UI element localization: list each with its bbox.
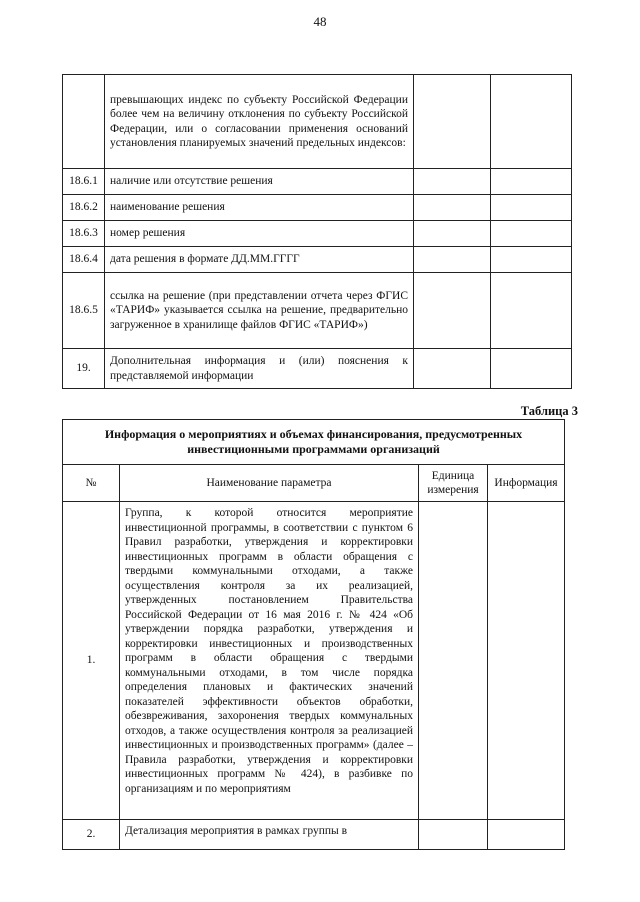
row-info-cell [488, 820, 565, 850]
row-text: Группа, к которой относится мероприятие инвестиционной программы, в соответствии с пунктом 6 Правил разработки, утверждения и корректировки инвестиционных программ в области обращения с твердыми коммунальными отходами, а также осуществления контроля за их реализацией, утвержденных постановлением Правительства Российской Федерации от 16 мая 2016 г. № 424 «Об утверждении порядка разработки, утверждения и корректировки инвестиционных и производственных программ в области обращения с твердыми коммунальными отходами, в том числе порядка определения плановых и фактических значений показателей эффективности объектов обработки, обезвреживания, захоронения твердых коммунальных отходов, а также осуществления контроля за реализацией инвестиционных и производственных программ» (далее – Правила разработки, утверждения и корректировки инвестиционных программ № 424), в разбивке по организациям и по мероприятиям [120, 502, 419, 820]
row-info-cell [491, 75, 572, 169]
row-text: наименование решения [105, 195, 414, 221]
row-unit-cell [414, 349, 491, 389]
table-title: Информация о мероприятиях и объемах финансирования, предусмотренных инвестиционными программами организаций [63, 420, 565, 465]
header-information: Информация [488, 465, 565, 502]
table-continued [62, 74, 572, 389]
row-info-cell [491, 349, 572, 389]
row-unit-cell [414, 169, 491, 195]
row-text: превышающих индекс по субъекту Российской Федерации более чем на величину отклонения по субъекту Российской Федерации, или о согласовании применения оснований установления планируемых значений предельных индексов: [105, 75, 414, 169]
row-text: Детализация мероприятия в рамках группы в [120, 820, 419, 850]
header-number: № [63, 465, 120, 502]
row-text: номер решения [105, 221, 414, 247]
table-row [63, 349, 572, 389]
table-row [63, 221, 572, 247]
row-number: 18.6.2 [63, 195, 105, 221]
row-unit-cell [414, 247, 491, 273]
row-info-cell [491, 273, 572, 349]
row-text: ссылка на решение (при представлении отчета через ФГИС «ТАРИФ» указывается ссылка на решение, предварительно загруженное в хранилище файлов ФГИС «ТАРИФ») [105, 273, 414, 349]
row-info-cell [491, 247, 572, 273]
header-unit: Единица измерения [419, 465, 488, 502]
row-text: дата решения в формате ДД.ММ.ГГГГ [105, 247, 414, 273]
row-unit-cell [419, 502, 488, 820]
table-3 [62, 419, 565, 850]
row-info-cell [488, 502, 565, 820]
row-text: Дополнительная информация и (или) пояснения к представляемой информации [105, 349, 414, 389]
table-header-row [63, 465, 565, 502]
row-unit-cell [414, 195, 491, 221]
row-number: 18.6.5 [63, 273, 105, 349]
table-title-row [63, 420, 565, 465]
table-caption: Таблица 3 [520, 404, 578, 418]
row-text: наличие или отсутствие решения [105, 169, 414, 195]
row-info-cell [491, 169, 572, 195]
row-number: 18.6.4 [63, 247, 105, 273]
row-number: 2. [63, 820, 120, 850]
row-number: 18.6.1 [63, 169, 105, 195]
row-unit-cell [414, 273, 491, 349]
row-unit-cell [419, 820, 488, 850]
table-row [63, 247, 572, 273]
row-number: 1. [63, 502, 120, 820]
row-unit-cell [414, 221, 491, 247]
row-info-cell [491, 221, 572, 247]
row-unit-cell [414, 75, 491, 169]
table-row [63, 195, 572, 221]
row-number: 19. [63, 349, 105, 389]
row-info-cell [491, 195, 572, 221]
page-number: 48 [313, 14, 327, 29]
table-row [63, 169, 572, 195]
row-number: 18.6.3 [63, 221, 105, 247]
table-row [63, 820, 565, 850]
table-row [63, 75, 572, 169]
table-row [63, 273, 572, 349]
row-number [63, 75, 105, 169]
table-row [63, 502, 565, 820]
header-parameter-name: Наименование параметра [120, 465, 419, 502]
